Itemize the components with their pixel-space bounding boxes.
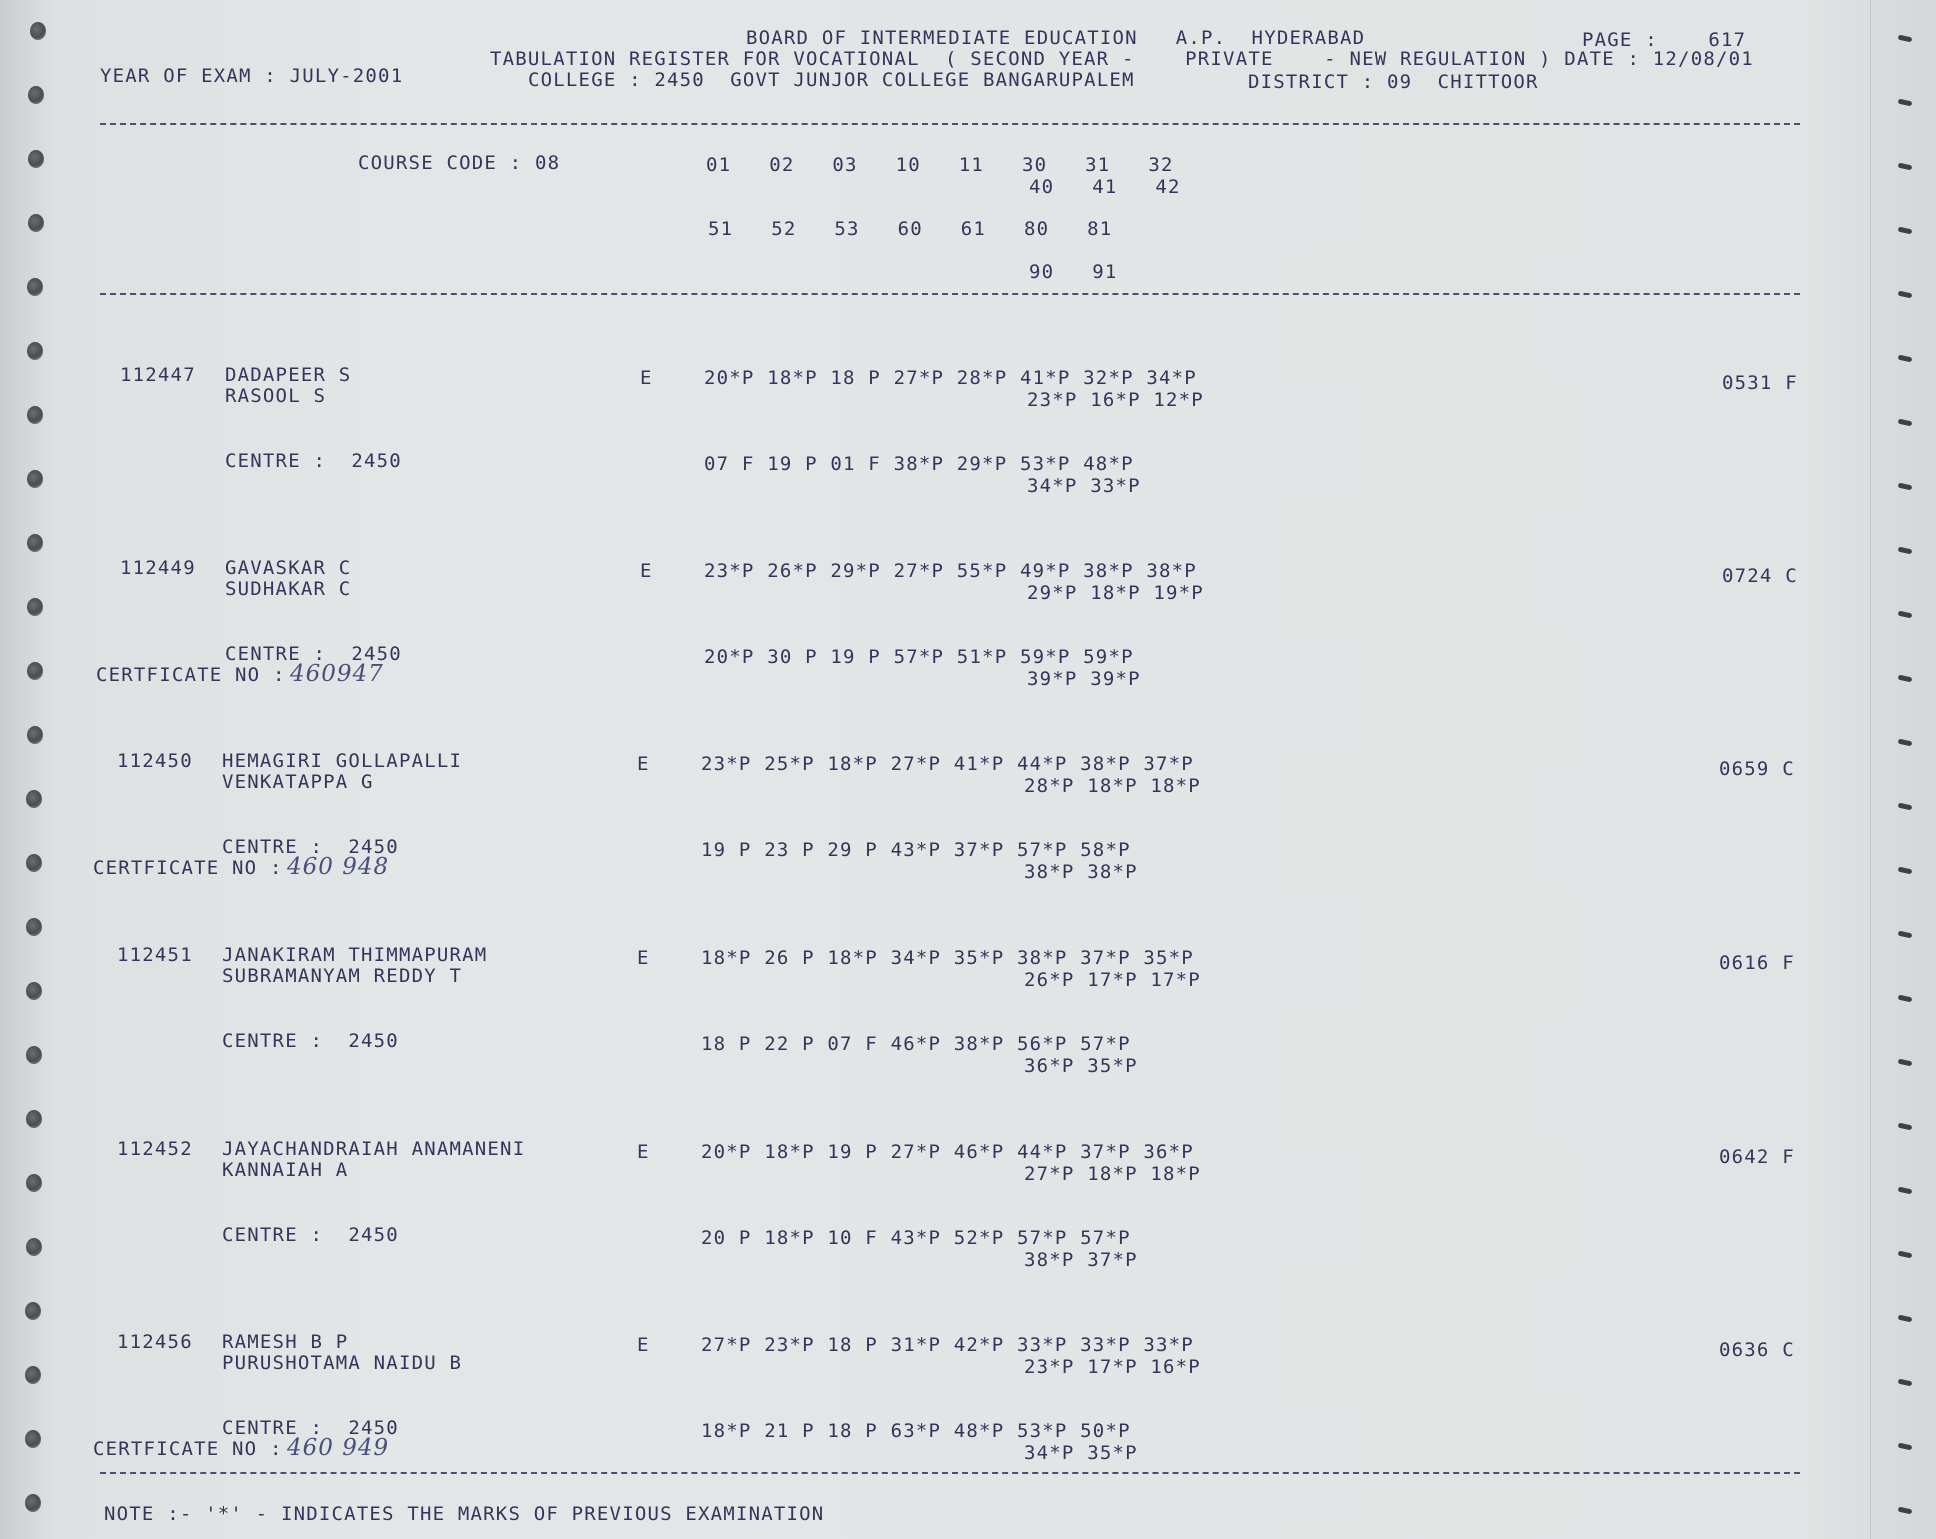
year-of-exam: YEAR OF EXAM : JULY-2001 xyxy=(100,65,404,87)
marks-row-2b: 36*P 35*P xyxy=(1024,1055,1138,1077)
marks-row-2: 18*P 21 P 18 P 63*P 48*P 53*P 50*P xyxy=(701,1420,1131,1442)
binder-hole xyxy=(26,1046,42,1064)
feed-mark xyxy=(1898,291,1913,299)
binder-hole xyxy=(26,1174,42,1192)
district-line: DISTRICT : 09 CHITTOOR xyxy=(1248,71,1539,93)
exam-code: E xyxy=(640,367,653,389)
total-result: 0636 C xyxy=(1719,1339,1795,1361)
feed-mark xyxy=(1898,1187,1913,1195)
marks-row-1: 27*P 23*P 18 P 31*P 42*P 33*P 33*P 33*P xyxy=(701,1334,1194,1356)
binder-hole xyxy=(26,1110,42,1128)
certificate-label: CERTFICATE NO : xyxy=(96,664,286,686)
feed-mark xyxy=(1898,163,1913,171)
binder-hole xyxy=(25,1302,41,1320)
marks-row-1b: 23*P 16*P 12*P xyxy=(1027,389,1204,411)
student-id: 112447 xyxy=(120,364,196,386)
feed-mark xyxy=(1898,547,1913,555)
feed-mark xyxy=(1898,99,1913,107)
marks-row-2: 19 P 23 P 29 P 43*P 37*P 57*P 58*P xyxy=(701,839,1131,861)
binder-hole xyxy=(27,534,43,552)
marks-row-2b: 38*P 37*P xyxy=(1024,1249,1138,1271)
marks-row-1b: 29*P 18*P 19*P xyxy=(1027,582,1204,604)
student-name: RAMESH B P xyxy=(222,1331,349,1353)
binder-hole xyxy=(26,982,42,1000)
binder-hole xyxy=(30,22,46,40)
feed-mark xyxy=(1898,931,1913,939)
student-name: GAVASKAR C xyxy=(225,557,352,579)
total-result: 0659 C xyxy=(1719,758,1795,780)
binder-hole xyxy=(26,854,42,872)
binder-hole xyxy=(26,1238,42,1256)
student-id: 112456 xyxy=(117,1331,193,1353)
feed-mark xyxy=(1898,227,1913,235)
feed-mark xyxy=(1898,1507,1913,1515)
college-line: COLLEGE : 2450 GOVT JUNJOR COLLEGE BANGARUPALEM xyxy=(528,69,1135,91)
course-codes-row1b: 40 41 42 xyxy=(1029,176,1181,198)
student-id: 112452 xyxy=(117,1138,193,1160)
binder-hole xyxy=(25,1366,41,1384)
binder-hole xyxy=(27,726,43,744)
feed-mark xyxy=(1898,1059,1913,1067)
feed-mark xyxy=(1898,675,1913,683)
student-name: JANAKIRAM THIMMAPURAM xyxy=(222,944,488,966)
separator-course xyxy=(100,293,1800,295)
feed-mark xyxy=(1898,867,1913,875)
marks-row-1: 23*P 25*P 18*P 27*P 41*P 44*P 38*P 37*P xyxy=(701,753,1194,775)
marks-row-2b: 34*P 33*P xyxy=(1027,475,1141,497)
centre-line: CENTRE : 2450 xyxy=(222,1224,399,1246)
marks-row-1b: 28*P 18*P 18*P xyxy=(1024,775,1201,797)
student-id: 112451 xyxy=(117,944,193,966)
course-codes-row3: 90 91 xyxy=(1029,261,1118,283)
note-line: NOTE :- '*' - INDICATES THE MARKS OF PREVIOUS EXAMINATION xyxy=(104,1503,825,1525)
binder-hole xyxy=(27,598,43,616)
feed-mark xyxy=(1898,739,1913,747)
binder-hole xyxy=(26,918,42,936)
centre-line: CENTRE : 2450 xyxy=(225,643,402,665)
exam-code: E xyxy=(640,560,653,582)
feed-mark xyxy=(1898,995,1913,1003)
father-name: RASOOL S xyxy=(225,385,327,407)
feed-mark xyxy=(1898,611,1913,619)
marks-row-2b: 38*P 38*P xyxy=(1024,861,1138,883)
feed-mark xyxy=(1898,355,1913,363)
certificate-number-handwritten: 460947 xyxy=(290,661,384,687)
binder-hole xyxy=(27,470,43,488)
marks-row-1b: 26*P 17*P 17*P xyxy=(1024,969,1201,991)
centre-line: CENTRE : 2450 xyxy=(225,450,402,472)
tear-line xyxy=(1870,0,1871,1539)
certificate-label: CERTFICATE NO : xyxy=(93,1438,283,1460)
feed-mark xyxy=(1898,1251,1913,1259)
marks-row-2: 20 P 18*P 10 F 43*P 52*P 57*P 57*P xyxy=(701,1227,1131,1249)
binder-hole xyxy=(26,790,42,808)
feed-mark xyxy=(1898,483,1913,491)
course-codes-row2: 51 52 53 60 61 80 81 xyxy=(708,218,1113,240)
feed-mark xyxy=(1898,1123,1913,1131)
exam-code: E xyxy=(637,1141,650,1163)
binder-hole xyxy=(25,1494,41,1512)
exam-code: E xyxy=(637,753,650,775)
marks-row-1: 20*P 18*P 18 P 27*P 28*P 41*P 32*P 34*P xyxy=(704,367,1197,389)
student-id: 112450 xyxy=(117,750,193,772)
total-result: 0616 F xyxy=(1719,952,1795,974)
separator-bottom xyxy=(100,1472,1800,1474)
feed-mark xyxy=(1898,35,1913,43)
marks-row-1: 18*P 26 P 18*P 34*P 35*P 38*P 37*P 35*P xyxy=(701,947,1194,969)
student-id: 112449 xyxy=(120,557,196,579)
binder-hole xyxy=(27,662,43,680)
total-result: 0642 F xyxy=(1719,1146,1795,1168)
course-codes-row1: 01 02 03 10 11 30 31 32 xyxy=(706,154,1174,176)
marks-row-1b: 23*P 17*P 16*P xyxy=(1024,1356,1201,1378)
marks-row-2b: 39*P 39*P xyxy=(1027,668,1141,690)
father-name: VENKATAPPA G xyxy=(222,771,374,793)
binder-hole xyxy=(27,342,43,360)
marks-row-1: 23*P 26*P 29*P 27*P 55*P 49*P 38*P 38*P xyxy=(704,560,1197,582)
binder-hole xyxy=(27,406,43,424)
binder-hole xyxy=(25,1430,41,1448)
feed-mark xyxy=(1898,419,1913,427)
feed-mark xyxy=(1898,1315,1913,1323)
student-name: HEMAGIRI GOLLAPALLI xyxy=(222,750,463,772)
marks-row-1: 20*P 18*P 19 P 27*P 46*P 44*P 37*P 36*P xyxy=(701,1141,1194,1163)
centre-line: CENTRE : 2450 xyxy=(222,1417,399,1439)
certificate-number-handwritten: 460 949 xyxy=(287,1435,390,1461)
father-name: SUDHAKAR C xyxy=(225,578,352,600)
marks-row-1b: 27*P 18*P 18*P xyxy=(1024,1163,1201,1185)
feed-mark xyxy=(1898,803,1913,811)
father-name: KANNAIAH A xyxy=(222,1159,349,1181)
separator-top xyxy=(100,123,1800,125)
father-name: PURUSHOTAMA NAIDU B xyxy=(222,1352,463,1374)
binder-hole xyxy=(28,150,44,168)
feed-mark xyxy=(1898,1379,1913,1387)
marks-row-2: 07 F 19 P 01 F 38*P 29*P 53*P 48*P xyxy=(704,453,1134,475)
course-code-label: COURSE CODE : 08 xyxy=(358,152,561,174)
certificate-number-handwritten: 460 948 xyxy=(287,854,390,880)
exam-code: E xyxy=(637,1334,650,1356)
total-result: 0531 F xyxy=(1722,372,1798,394)
total-result: 0724 C xyxy=(1722,565,1798,587)
feed-mark xyxy=(1898,1443,1913,1451)
binder-hole xyxy=(28,86,44,104)
marks-row-2: 20*P 30 P 19 P 57*P 51*P 59*P 59*P xyxy=(704,646,1134,668)
binder-hole xyxy=(27,278,43,296)
student-name: DADAPEER S xyxy=(225,364,352,386)
centre-line: CENTRE : 2450 xyxy=(222,1030,399,1052)
register-title: TABULATION REGISTER FOR VOCATIONAL ( SECOND YEAR - PRIVATE - NEW REGULATION ) DATE : 12/08/01 xyxy=(490,48,1754,70)
certificate-label: CERTFICATE NO : xyxy=(93,857,283,879)
board-title: BOARD OF INTERMEDIATE EDUCATION A.P. HYDERABAD xyxy=(746,27,1366,49)
marks-row-2: 18 P 22 P 07 F 46*P 38*P 56*P 57*P xyxy=(701,1033,1131,1055)
student-name: JAYACHANDRAIAH ANAMANENI xyxy=(222,1138,526,1160)
father-name: SUBRAMANYAM REDDY T xyxy=(222,965,463,987)
binder-hole xyxy=(28,214,44,232)
page-number: PAGE : 617 xyxy=(1582,29,1747,51)
marks-row-2b: 34*P 35*P xyxy=(1024,1442,1138,1464)
exam-code: E xyxy=(637,947,650,969)
centre-line: CENTRE : 2450 xyxy=(222,836,399,858)
